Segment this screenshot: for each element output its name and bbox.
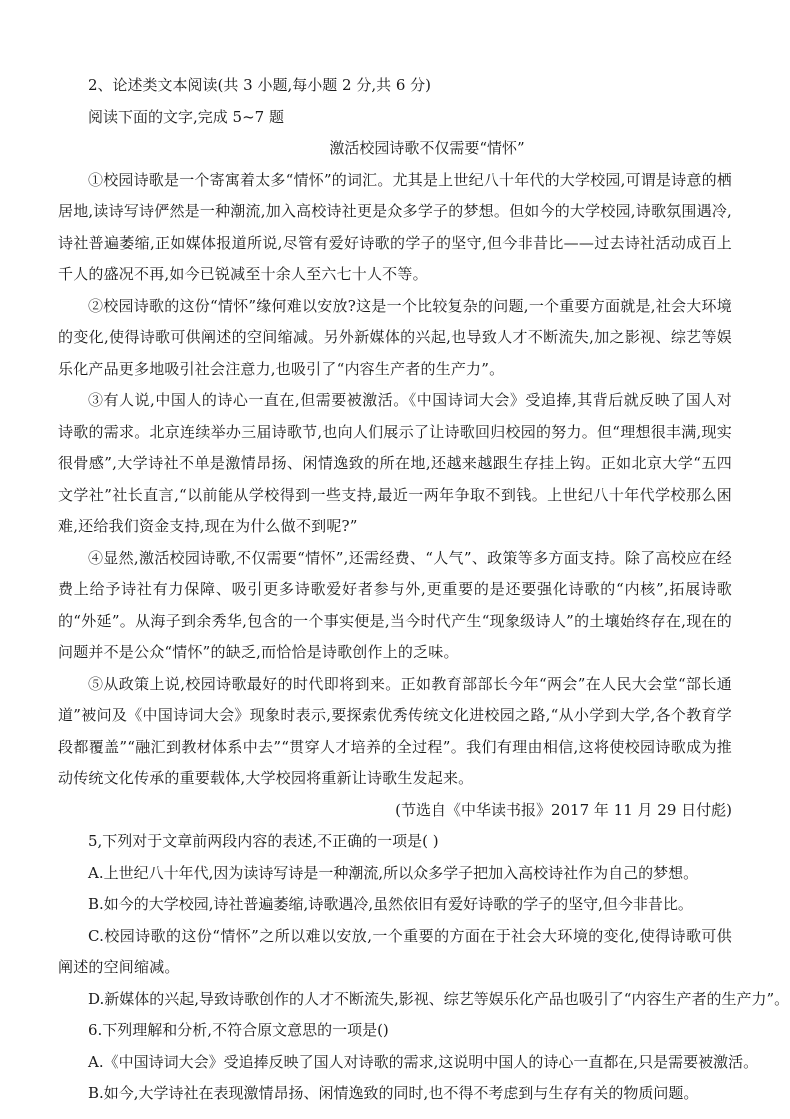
- question-5-option-a: A.上世纪八十年代,因为读诗写诗是一种潮流,所以众多学子把加入高校诗社作为自己的梦想。: [88, 863, 699, 882]
- article-source: (节选自《中华读书报》2017 年 11 月 29 日付彪): [395, 800, 732, 819]
- question-5-option-d: D.新媒体的兴起,导致诗歌创作的人才不断流失,影视、综艺等娱乐化产品也吸引了“内容生产者的生产力”。: [88, 989, 790, 1008]
- paragraph-4: ④显然,激活校园诗歌,不仅需要“情怀”,还需经费、“人气”、政策等多方面支持。除了高校应在经费上给予诗社有力保障、吸引更多诗歌爱好者参与外,更重要的是还要强化诗歌的“内核”,拓展诗歌的“外延”。从海子到余秀华,包含的一个事实便是,当今时代产生“现象级诗人”的土壤始终存在,现在的问题并不是公众“情怀”的缺乏,而恰恰是诗歌创作上的乏味。: [58, 548, 732, 661]
- paragraph-3: ③有人说,中国人的诗心一直在,但需要被激活。《中国诗词大会》受追捧,其背后就反映了国人对诗歌的需求。北京连续举办三届诗歌节,也向人们展示了让诗歌回归校园的努力。但“理想很丰满,现实很骨感”,大学诗社不单是激情昂扬、闲情逸致的所在地,还越来越跟生存挂上钩。正如北京大学“五四文学社”社长直言,“以前能从学校得到一些支持,最近一两年争取不到钱。上世纪八十年代学校那么困难,还给我们资金支持,现在为什么做不到呢?”: [58, 391, 732, 535]
- question-5-option-b: B.如今的大学校园,诗社普遍萎缩,诗歌遇冷,虽然依旧有爱好诗歌的学子的坚守,但今非昔比。: [88, 895, 693, 913]
- question-5-stem: 5,下列对于文章前两段内容的表述,不正确的一项是( ): [88, 832, 439, 850]
- article-title: 激活校园诗歌不仅需要“情怀”: [329, 139, 525, 157]
- reading-instruction: 阅读下面的文字,完成 5~7 题: [88, 107, 284, 126]
- paragraph-1: ①校园诗歌是一个寄寓着太多“情怀”的词汇。尤其是上世纪八十年代的大学校园,可谓是诗意的栖居地,读诗写诗俨然是一种潮流,加入高校诗社更是众多学子的梦想。但如今的大学校园,诗歌氛围遇冷,诗社普遍萎缩,正如媒体报道所说,尽管有爱好诗歌的学子的坚守,但今非昔比——过去诗社活动成百上千人的盛况不再,如今已锐减至十余人至六七十人不等。: [58, 170, 732, 283]
- question-6-stem: 6.下列理解和分析,不符合原文意思的一项是(): [88, 1021, 389, 1039]
- question-6-option-a: A.《中国诗词大会》受追捧反映了国人对诗歌的需求,这说明中国人的诗心一直都在,只是需要被激活。: [88, 1052, 759, 1071]
- question-5-option-c: C.校园诗歌的这份“情怀”之所以难以安放,一个重要的方面在于社会大环境的变化,使得诗歌可供阐述的空间缩减。: [58, 926, 732, 976]
- section-heading: 2、论述类文本阅读(共 3 小题,每小题 2 分,共 6 分): [88, 76, 432, 94]
- paragraph-2: ②校园诗歌的这份“情怀”缘何难以安放?这是一个比较复杂的问题,一个重要方面就是,社会大环境的变化,使得诗歌可供阐述的空间缩减。另外新媒体的兴起,也导致人才不断流失,加之影视、综艺等娱乐化产品更多地吸引社会注意力,也吸引了“内容生产者的生产力”。: [58, 296, 732, 378]
- paragraph-5: ⑤从政策上说,校园诗歌最好的时代即将到来。正如教育部部长今年“两会”在人民大会堂“部长通道”被问及《中国诗词大会》现象时表示,要探索优秀传统文化进校园之路,“从小学到大学,各个教育学段都覆盖”“融汇到教材体系中去”“贯穿人才培养的全过程”。我们有理由相信,这将使校园诗歌成为推动传统文化传承的重要载体,大学校园将重新让诗歌生发起来。: [58, 674, 732, 787]
- question-6-option-b: B.如今,大学诗社在表现激情昂扬、闲情逸致的同时,也不得不考虑到与生存有关的物质问题。: [88, 1084, 699, 1102]
